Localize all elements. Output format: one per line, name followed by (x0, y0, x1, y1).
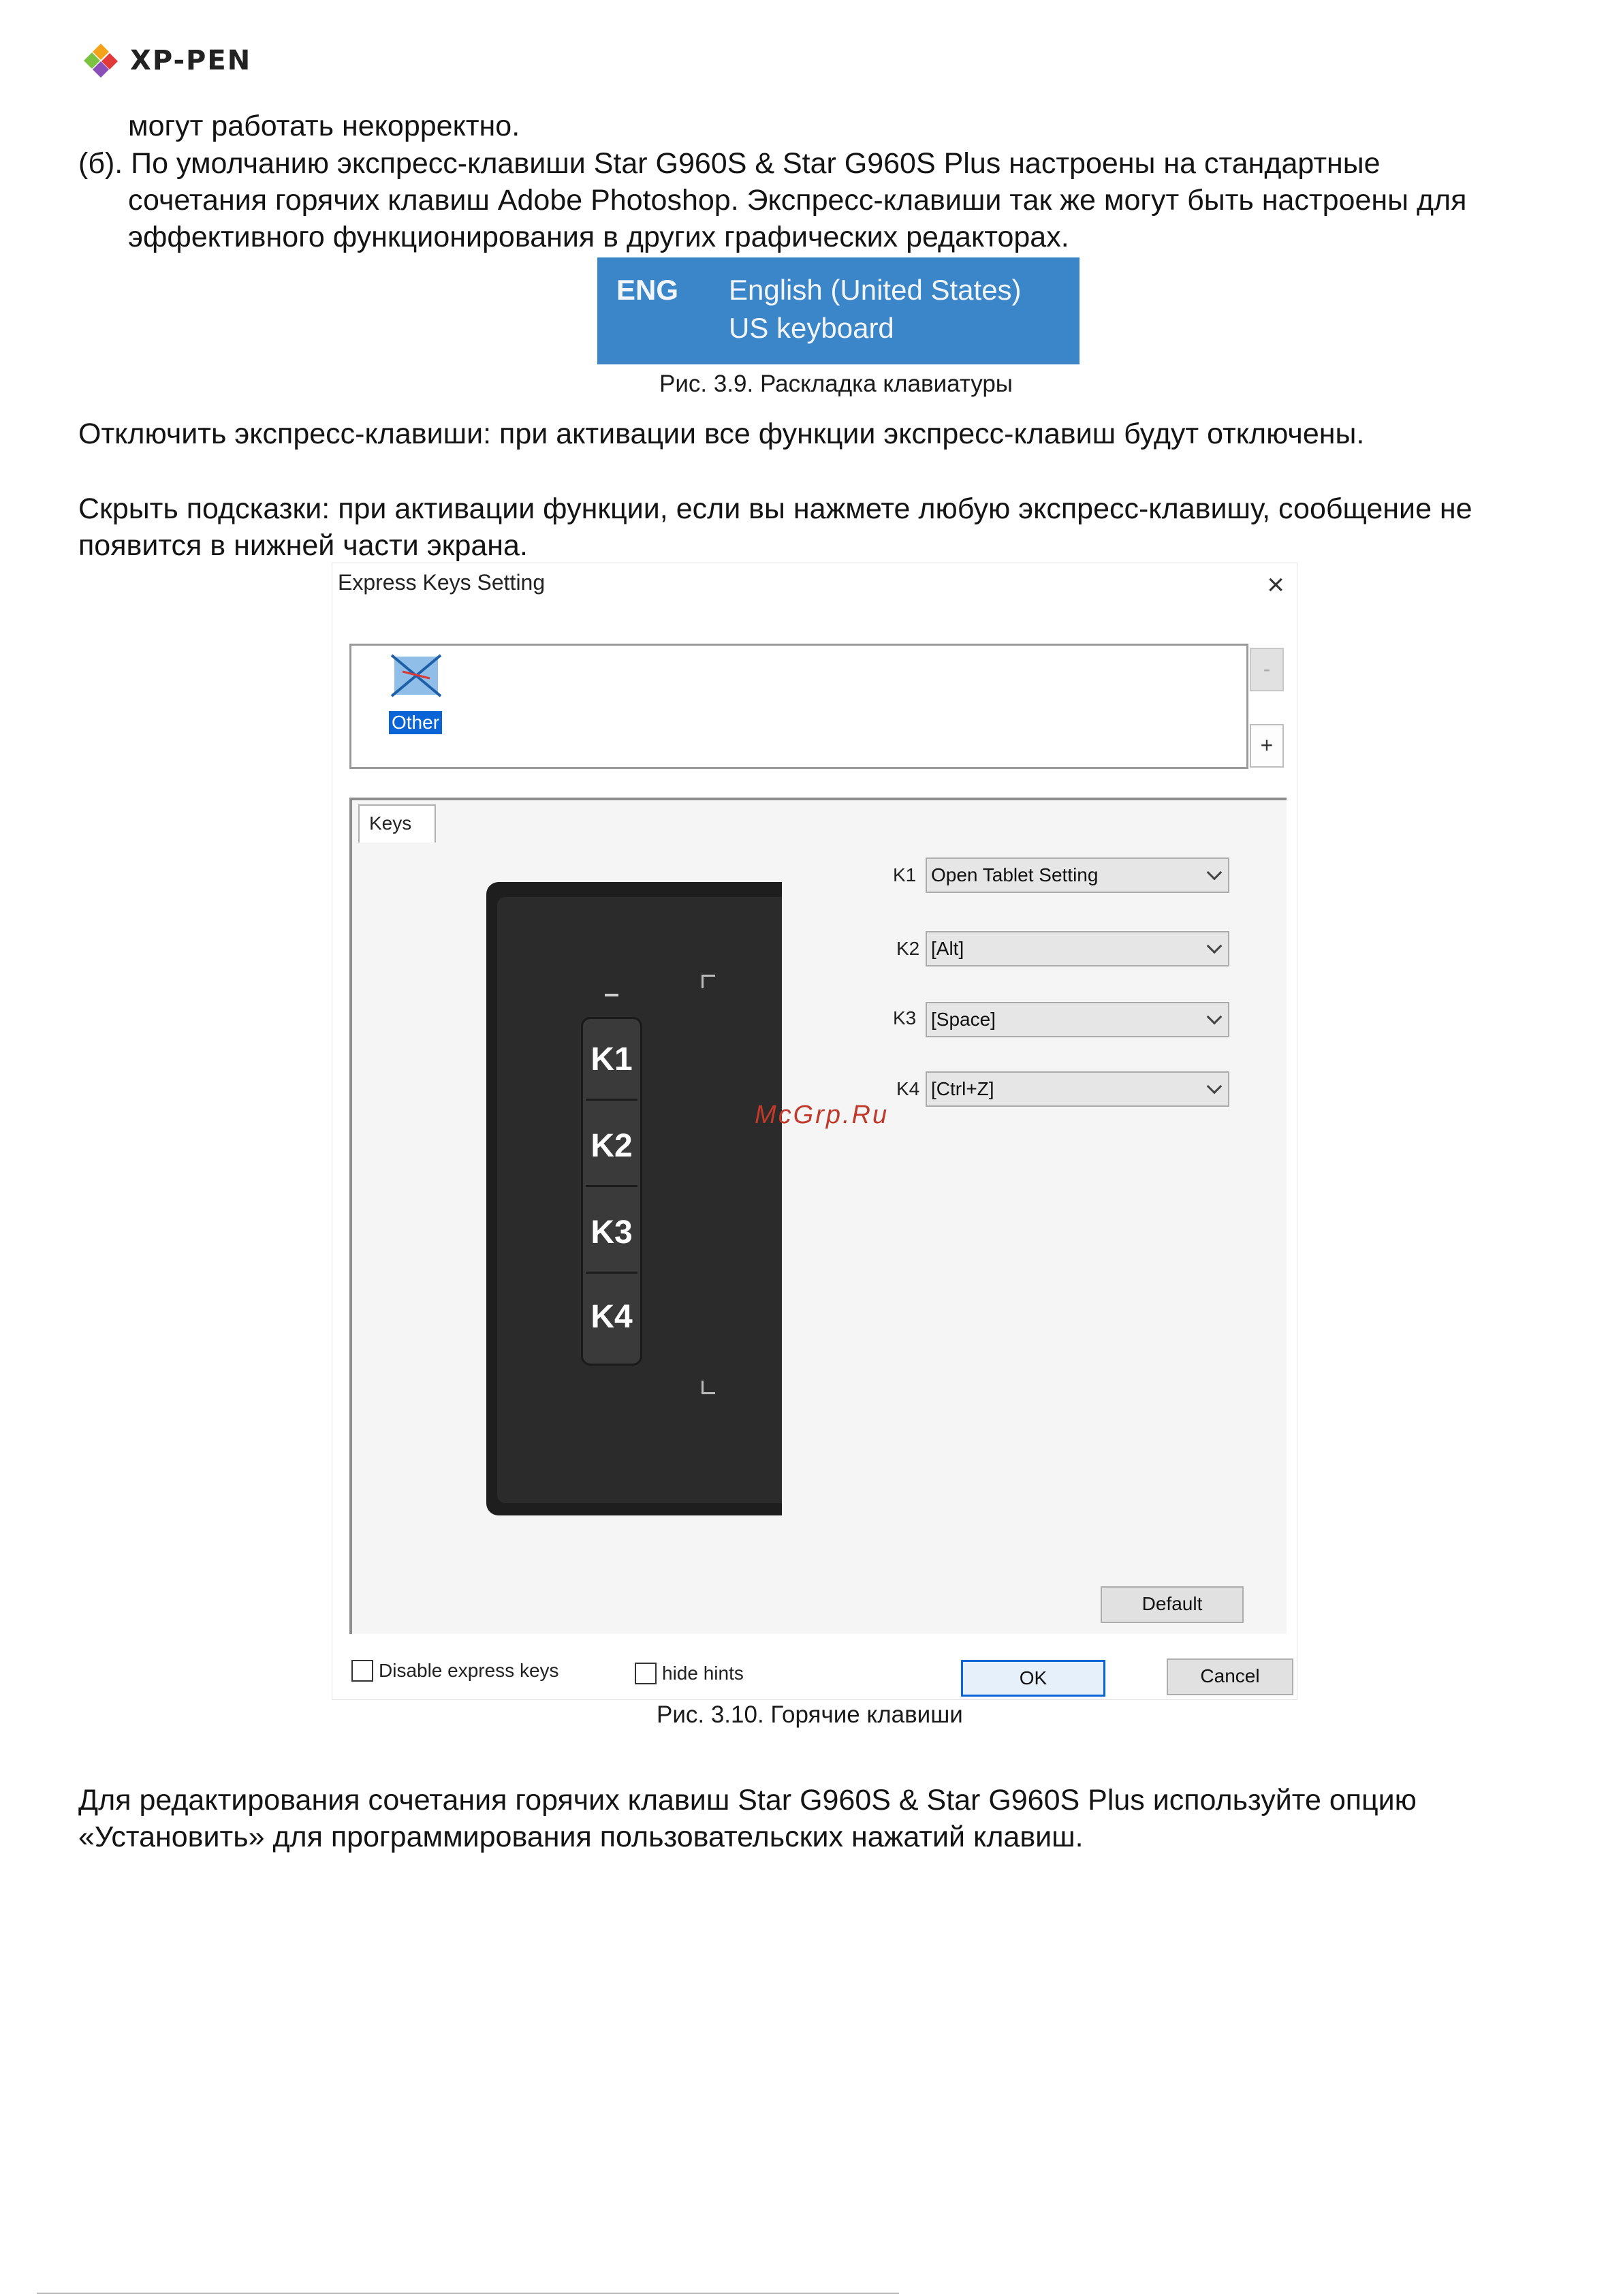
tab-keys[interactable]: Keys (358, 804, 436, 843)
paragraph-line: Отключить экспресс-клавиши: при активации все функции экспресс-клавиш будут отключены. (78, 418, 1365, 450)
xppen-logo-icon (78, 38, 123, 83)
chevron-down-icon (1207, 1079, 1223, 1095)
disable-express-keys-checkbox[interactable] (351, 1660, 373, 1682)
profile-label[interactable]: Other (389, 711, 442, 734)
k1-label: K1 (893, 864, 917, 885)
xppen-logo (78, 35, 283, 86)
chevron-down-icon (1207, 865, 1223, 881)
k4-value: [Ctrl+Z] (931, 1078, 994, 1099)
disable-express-keys-label: Disable express keys (379, 1660, 559, 1681)
k4-label: K4 (896, 1078, 920, 1099)
profile-list[interactable] (349, 644, 1248, 769)
k4-select[interactable] (926, 1071, 1229, 1107)
tablet-key-k1[interactable]: K1 (586, 1019, 637, 1101)
ok-button[interactable]: OK (961, 1660, 1105, 1697)
add-app-button[interactable]: + (1250, 724, 1284, 768)
tablet-key-k3[interactable]: K3 (586, 1192, 637, 1274)
cancel-button[interactable]: Cancel (1167, 1658, 1293, 1695)
figure-caption: Рис. 3.9. Раскладка клавиатуры (659, 371, 1013, 397)
status-indicator (605, 994, 618, 996)
k2-select[interactable] (926, 931, 1229, 966)
tablet-key-k2[interactable]: K2 (586, 1105, 637, 1187)
paragraph-line: появится в нижней части экрана. (78, 529, 528, 562)
k1-select[interactable] (926, 858, 1229, 893)
watermark: McGrp.Ru (755, 1101, 889, 1129)
remove-app-button[interactable]: - (1250, 648, 1284, 691)
hide-hints-checkbox[interactable] (635, 1663, 657, 1684)
k3-label: K3 (893, 1007, 917, 1028)
hide-hints-label: hide hints (662, 1663, 744, 1684)
figure-caption: Рис. 3.10. Горячие клавиши (657, 1701, 963, 1728)
keyboard-layout-banner (597, 257, 1080, 364)
k2-label: K2 (896, 938, 920, 959)
express-keys-dialog (332, 563, 1297, 1700)
k3-value: [Space] (931, 1009, 996, 1030)
active-area-corner (702, 1381, 715, 1394)
chevron-down-icon (1207, 1009, 1223, 1025)
paragraph-line: могут работать некорректно. (128, 110, 520, 142)
paragraph-line: эффективного функционирования в других графических редакторах. (128, 221, 1069, 253)
keyboard-name: US keyboard (729, 312, 894, 344)
paragraph-line: Для редактирования сочетания горячих клавиш Star G960S & Star G960S Plus используйте опцию (78, 1784, 1417, 1817)
chevron-down-icon (1207, 939, 1223, 954)
paragraph-line: сочетания горячих клавиш Adobe Photoshop. Экспресс-клавиши так же могут быть настроены для (128, 184, 1467, 217)
lang-code: ENG (616, 274, 679, 306)
dialog-title: Express Keys Setting (338, 570, 546, 595)
paragraph-line: (б). По умолчанию экспресс-клавиши Star G960S & Star G960S Plus настроены на стандартные (78, 147, 1381, 180)
k1-value: Open Tablet Setting (931, 864, 1099, 885)
tablet-key-k4[interactable]: K4 (590, 1299, 633, 1335)
footer-rule (37, 2293, 899, 2294)
paragraph-line: Скрыть подсказки: при активации функции, если вы нажмете любую экспресс-клавишу, сообщение не (78, 492, 1472, 525)
logo-wordmark: XP-PEN (130, 45, 252, 76)
express-key-strip (581, 1017, 642, 1366)
other-app-icon[interactable] (389, 651, 443, 699)
k2-value: [Alt] (931, 938, 964, 959)
lang-name: English (United States) (729, 274, 1022, 306)
paragraph-line: «Установить» для программирования пользовательских нажатий клавиш. (78, 1821, 1084, 1853)
default-button[interactable]: Default (1101, 1586, 1244, 1623)
close-icon[interactable]: × (1267, 568, 1285, 601)
active-area-corner (702, 975, 715, 988)
k3-select[interactable] (926, 1002, 1229, 1037)
